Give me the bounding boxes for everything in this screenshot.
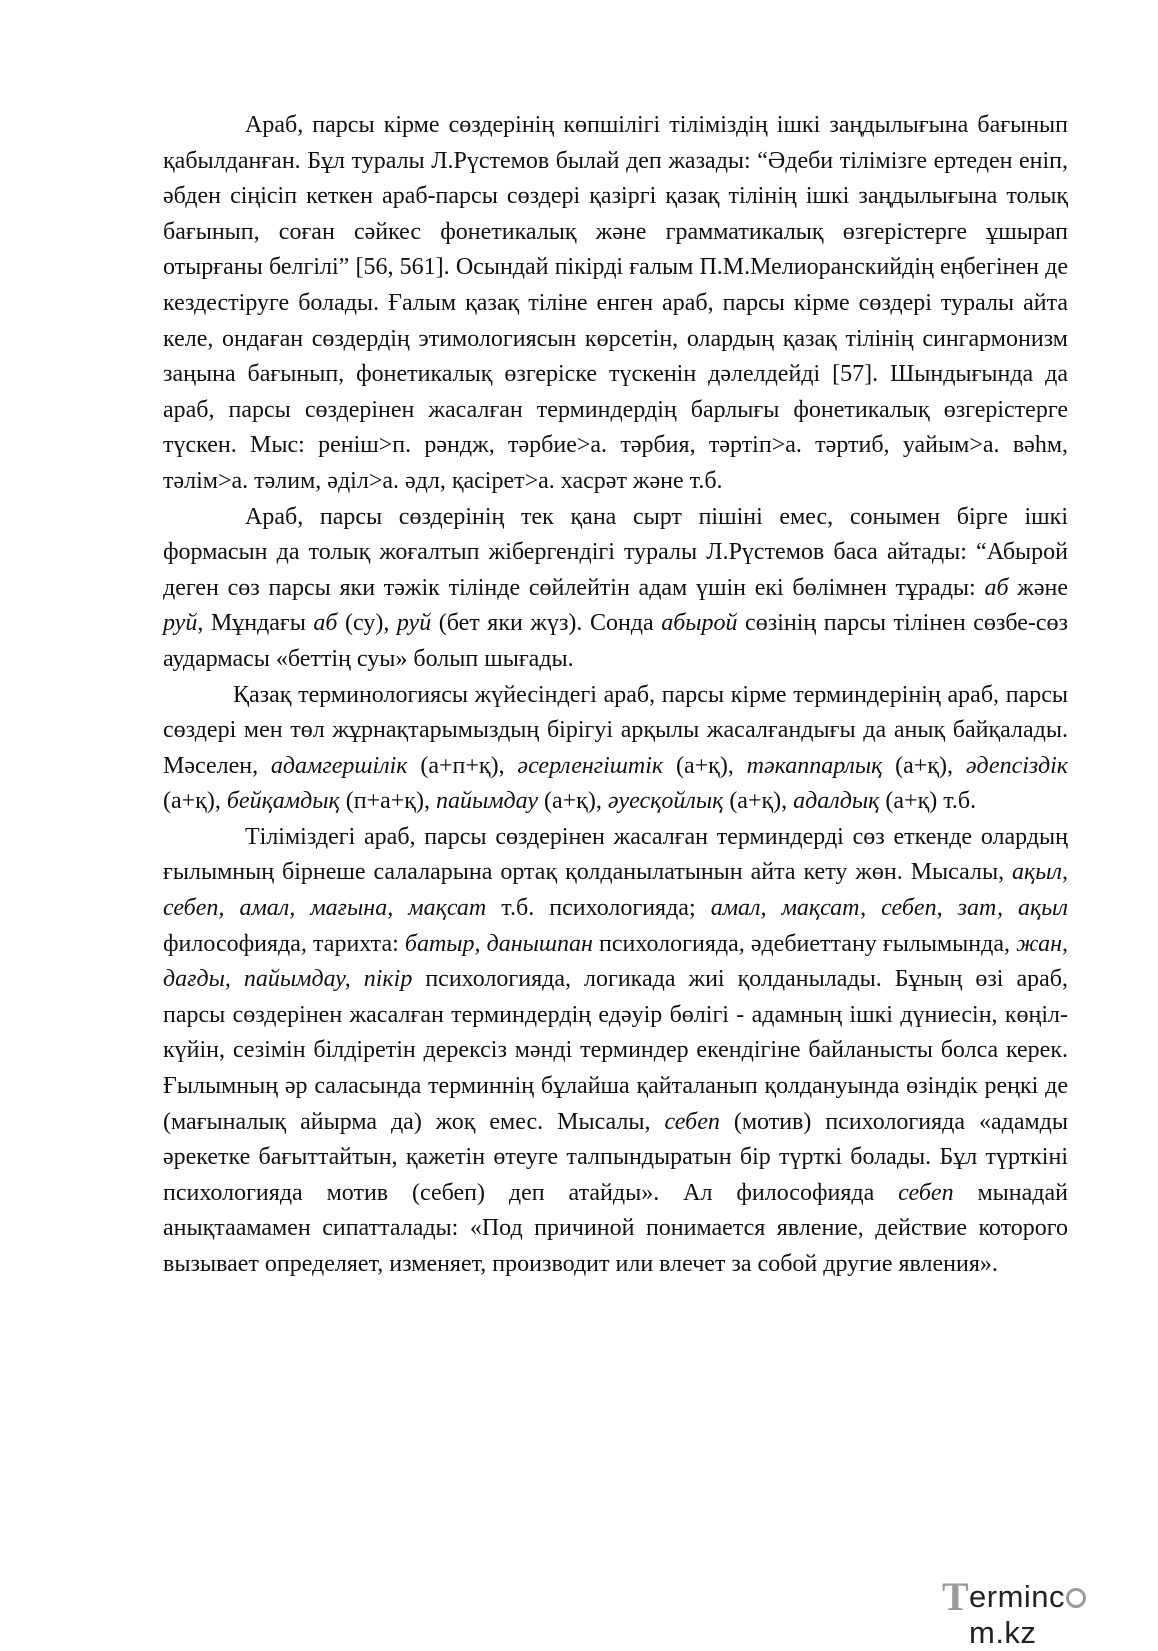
italic-term: тәкаппарлық	[746, 752, 883, 779]
text-segment: (п+а+қ),	[339, 788, 436, 815]
text-segment: (а+қ),	[723, 788, 794, 815]
italic-term: амал, мақсат, себеп, зат, ақыл	[710, 895, 1068, 922]
text-segment: психологияда, әдебиеттану ғылымында,	[592, 930, 1017, 957]
text-segment: (а+қ),	[538, 788, 608, 815]
text-segment: , Мұндағы	[197, 610, 314, 637]
termincom-watermark	[942, 1571, 1152, 1650]
italic-term: әуесқойлық	[607, 788, 724, 815]
text-segment: (мотив) психологияда «адамды әрекетке бағыттайтын, қажетін өтеуге талпындыратын бір түрткі болады. Бұл түрткіні психологияда мотив (себеп) деп атайды». Ал философияда	[163, 1108, 1069, 1206]
paragraph-1	[163, 108, 1068, 500]
body-text	[163, 108, 1068, 1283]
paragraph-4	[163, 820, 1068, 1283]
text-segment: Тіліміздегі араб, парсы сөздерінен жасалған терминдерді сөз еткенде олардың ғылымның бірнеше салаларына ортақ қолданылатынын айта кету жөн. Мысалы,	[163, 823, 1068, 886]
text-segment: Араб, парсы кірме сөздерінің көпшілігі тіліміздің ішкі заңдылығына бағынып қабылданған. Бұл туралы Л.Рүстемов былай деп жазады: “Әдеби тілімізге ертеден еніп, әбден сіңісіп кеткен араб-парсы сөздері қазіргі қазақ тілінің ішкі заңдылығына толық бағынып, соған сәйкес фонетикалық және грамматикалық өзгерістерге ұшырап отырғаны белгілі” [56, 561]. Осындай пікірді ғалым П.М.Мелиоранскийдің еңбегінен де кездестіруге болады. Ғалым қазақ тіліне енген араб, парсы кірме сөздері туралы айта келе, ондаған сөздердің этимологиясын көрсетін, олардың қазақ тілінің сингармонизм заңына бағынып, фонетикалық өзгеріске түскенін дәлелдейді [57]. Шындығында да араб, парсы сөздерінен жасалған терминдердің барлығы фонетикалық өзгерістерге түскен. Мыс: реніш>п. рәндж, тәрбие>а. тәрбия, тәртіп>а. тәртиб, уайым>а. вәһм, тәлім>а. тәлим, әділ>а. әдл, қасірет>а. хасрәт және т.б.	[163, 112, 1068, 494]
circle-o-icon	[1066, 1588, 1086, 1608]
italic-term: әсерленгіштік	[517, 752, 664, 779]
italic-term: батыр, данышпан	[404, 930, 593, 957]
italic-term: пайымдау	[435, 788, 538, 815]
text-segment: (а+қ),	[163, 788, 227, 815]
text-segment: (а+қ),	[663, 752, 747, 779]
text-segment: сөзінің парсы тілінен сөзбе-сөз аудармасы «беттің суы» болып шығады.	[163, 610, 1069, 672]
italic-term: адалдық	[793, 788, 880, 815]
italic-term: руй	[163, 610, 198, 637]
italic-term: жан, дағды, пайымдау, пікір	[163, 930, 1069, 993]
italic-term: руй	[396, 610, 432, 637]
watermark-middle: erminc	[969, 1579, 1066, 1614]
italic-term: аб	[313, 610, 338, 637]
watermark-last: m.kz	[969, 1615, 1037, 1650]
text-segment: (су),	[337, 610, 397, 637]
italic-term: әдепсіздік	[965, 752, 1068, 779]
text-segment: және	[1008, 574, 1068, 601]
text-segment: мынадай анықтаамамен сипатталады: «Под причиной понимается явление, действие которого вызывает определяет, изменяет, производит или влечет за собой другие явления».	[163, 1179, 1069, 1277]
text-segment: философияда, тарихта:	[163, 930, 405, 957]
text-segment: (а+қ) т.б.	[879, 788, 977, 815]
italic-term: себеп	[664, 1108, 720, 1135]
text-segment: психологияда, логикада жиі қолданылады. Бұның өзі араб, парсы сөздерінен жасалған терминдердің едәуір бөлігі - адамның ішкі дүниесін, көңіл-күйін, сезімін білдіретін дерексіз мәнді терминдер екендігіне байланысты болса керек. Ғылымның әр саласында терминнің бұлайша қайталанып қолдануында өзіндік реңкі де (мағыналық айырма да) жоқ емес. Мысалы,	[163, 966, 1068, 1135]
text-segment: (бет яки жүз). Сонда	[431, 610, 662, 637]
italic-term: ақыл, себеп, амал, мағына, мақсат	[163, 859, 1068, 922]
watermark-t-letter: T	[942, 1574, 970, 1619]
text-segment: Араб, парсы сөздерінің тек қана сырт пішіні емес, сонымен бірге ішкі формасын да толық жоғалтып жібергендігі туралы Л.Рүстемов баса айтады: “Абырой деген сөз парсы яки тәжік тілінде сөйлейтін адам үшін екі бөлімнен тұрады:	[163, 503, 1068, 601]
italic-term: себеп	[898, 1179, 954, 1206]
paragraph-3	[163, 678, 1068, 820]
paragraph-2	[163, 500, 1068, 678]
italic-term: адамгершілік	[270, 752, 408, 779]
text-segment: (а+п+қ),	[407, 752, 518, 779]
text-segment: Қазақ терминологиясы жүйесіндегі араб, парсы кірме терминдерінің араб, парсы сөздері мен төл жұрнақтарымыздың бірігуі арқылы жасалғандығы да анық байқалады. Мәселен,	[163, 681, 1068, 779]
italic-term: бейқамдық	[226, 788, 340, 815]
italic-term: аб	[984, 574, 1009, 601]
text-segment: (а+қ),	[882, 752, 966, 779]
watermark-text	[969, 1579, 1152, 1651]
italic-term: абырой	[661, 610, 738, 637]
text-segment: т.б. психологияда;	[486, 895, 711, 922]
